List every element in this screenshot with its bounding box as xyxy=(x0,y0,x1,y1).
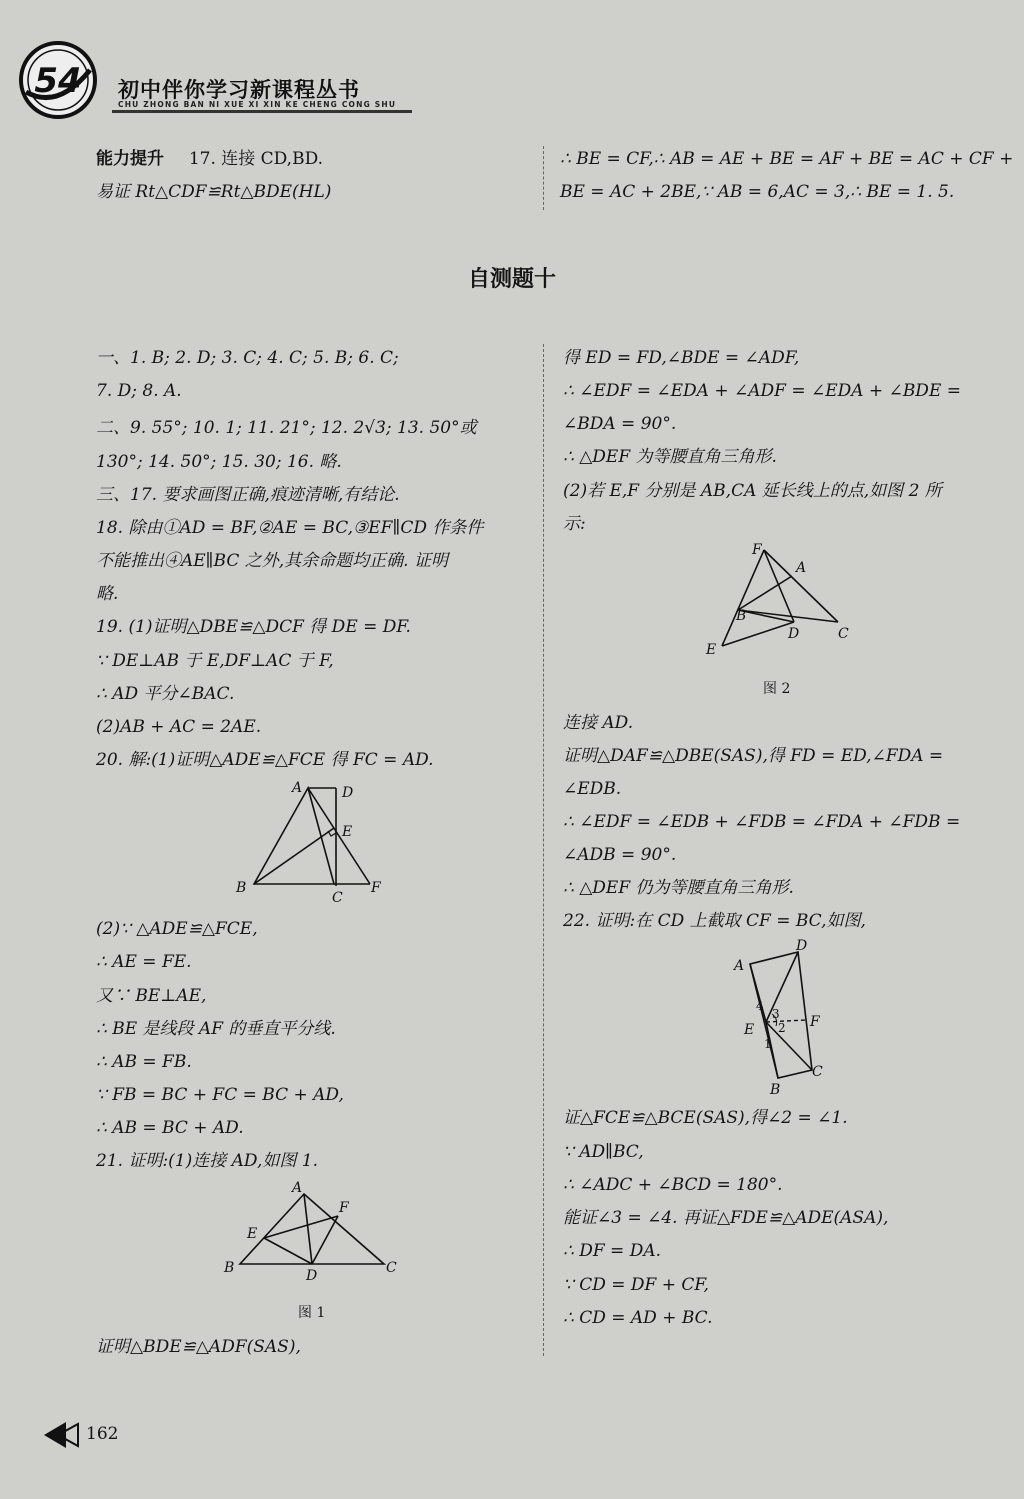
answer-line: ∴ AB = BC + AD. xyxy=(96,1118,244,1138)
label-A: A xyxy=(734,958,745,974)
answer-line: ∵ AD∥BC, xyxy=(563,1142,644,1162)
answer-line: 证△FCE≌△BCE(SAS),得∠2 = ∠1. xyxy=(563,1108,848,1128)
answer-line: 22. 证明:在 CD 上截取 CF = BC,如图, xyxy=(563,911,866,931)
page-number: 162 xyxy=(86,1424,119,1444)
answer-line: ∵ FB = BC + FC = BC + AD, xyxy=(96,1085,344,1105)
label-F: F xyxy=(752,542,762,558)
answer-line: (2)若 E,F 分别是 AB,CA 延长线上的点,如图 2 所 xyxy=(563,481,942,501)
figure-2-svg xyxy=(700,538,860,660)
label-C: C xyxy=(332,890,343,906)
section-title: 自测题十 xyxy=(467,267,556,292)
label-C: C xyxy=(838,626,849,642)
label-D: D xyxy=(306,1268,318,1280)
answer-line: 20. 解:(1)证明△ADE≌△FCE 得 FC = AD. xyxy=(96,750,434,770)
answer-line: ∴ △DEF 为等腰直角三角形. xyxy=(563,447,777,467)
label-D: D xyxy=(796,938,808,954)
label-E: E xyxy=(342,824,353,840)
label-angle-1: 1 xyxy=(764,1037,772,1051)
figure-1-svg xyxy=(220,1176,410,1280)
label-C: C xyxy=(386,1260,397,1276)
answer-line: 略. xyxy=(96,584,119,604)
figure-2 xyxy=(700,538,860,664)
answer-line: 示: xyxy=(563,514,586,534)
answer-line: 21. 证明:(1)连接 AD,如图 1. xyxy=(96,1151,318,1171)
label-angle-2: 2 xyxy=(778,1021,786,1035)
answer-line: ∴ ∠ADC + ∠BCD = 180°. xyxy=(563,1175,783,1195)
answer-line: ∴ ∠EDF = ∠EDB + ∠FDB = ∠FDA + ∠FDB = xyxy=(563,812,961,832)
answer-line: 130°; 14. 50°; 15. 30; 16. 略. xyxy=(96,452,342,472)
answer-line: ∴ DF = DA. xyxy=(563,1241,662,1261)
answer-line: ∵ DE⊥AB 于 E,DF⊥AC 于 F, xyxy=(96,651,334,671)
figure-q22-svg xyxy=(726,936,836,1096)
label-B: B xyxy=(736,608,747,624)
logo-number: 54 xyxy=(34,61,82,101)
top-right-line-1: ∴ BE = CF,∴ AB = AE + BE = AF + BE = AC + CF + xyxy=(560,149,1014,169)
figure-1-caption: 图 1 xyxy=(298,1305,326,1321)
answer-line: (2)∵ △ADE≌△FCE, xyxy=(96,919,258,939)
answer-line: 三、17. 要求画图正确,痕迹清晰,有结论. xyxy=(96,485,400,505)
answer-line: 连接 AD. xyxy=(563,713,634,733)
figure-q20-svg xyxy=(230,776,390,908)
answer-line: 得 ED = FD,∠BDE = ∠ADF, xyxy=(563,348,800,368)
top-left-line-1 xyxy=(96,148,323,170)
label-F: F xyxy=(810,1014,820,1030)
label-C: C xyxy=(812,1064,823,1080)
figure-q22 xyxy=(726,936,836,1100)
answer-line: 不能推出④AE∥BC 之外,其余命题均正确. 证明 xyxy=(96,551,448,571)
answer-line: 二、9. 55°; 10. 1; 11. 21°; 12. 2√3; 13. 50°或 xyxy=(96,418,477,438)
answer-line: ∴ ∠EDF = ∠EDA + ∠ADF = ∠EDA + ∠BDE = xyxy=(563,381,961,401)
answer-line: 证明△DAF≌△DBE(SAS),得 FD = ED,∠FDA = xyxy=(563,746,944,766)
label-A: A xyxy=(292,780,303,796)
answer-line: ∴ AD 平分∠BAC. xyxy=(96,684,235,704)
top-column-divider xyxy=(543,146,544,210)
label-E: E xyxy=(744,1022,755,1038)
label-E: E xyxy=(247,1226,258,1242)
answer-line: 7. D; 8. A. xyxy=(96,381,182,401)
answer-line: 一、1. B; 2. D; 3. C; 4. C; 5. B; 6. C; xyxy=(96,348,399,368)
top-left-line-2: 易证 Rt△CDF≌Rt△BDE(HL) xyxy=(96,182,332,202)
series-title: 初中伴你学习新课程丛书 xyxy=(118,78,360,102)
answer-line: ∴ △DEF 仍为等腰直角三角形. xyxy=(563,878,794,898)
answer-line: ∴ AB = FB. xyxy=(96,1052,192,1072)
answer-line: ∴ CD = AD + BC. xyxy=(563,1308,713,1328)
label-B: B xyxy=(236,880,247,896)
answer-line: 又∵ BE⊥AE, xyxy=(96,986,207,1006)
header xyxy=(18,40,398,120)
answer-line: ∴ AE = FE. xyxy=(96,952,192,972)
label-E: E xyxy=(706,642,717,658)
label-B: B xyxy=(224,1260,235,1276)
label-D: D xyxy=(342,785,354,801)
page-arrow-icon xyxy=(42,1420,82,1450)
answer-line: 证明△BDE≌△ADF(SAS), xyxy=(96,1337,301,1357)
answer-line: (2)AB + AC = 2AE. xyxy=(96,717,262,737)
label-A: A xyxy=(292,1180,303,1196)
series-pinyin: CHU ZHONG BAN NI XUE XI XIN KE CHENG CONG SHU xyxy=(118,100,397,109)
main-column-divider xyxy=(543,344,544,1356)
series-logo-icon xyxy=(18,40,98,120)
label-D: D xyxy=(788,626,800,642)
label-F: F xyxy=(339,1200,349,1216)
label-angle-4: 4 xyxy=(756,999,764,1013)
top-right-line-2: BE = AC + 2BE,∵ AB = 6,AC = 3,∴ BE = 1. 5. xyxy=(560,182,955,202)
answer-line: 18. 除由①AD = BF,②AE = BC,③EF∥CD 作条件 xyxy=(96,518,484,538)
label-angle-3: 3 xyxy=(772,1007,780,1021)
figure-q20 xyxy=(230,776,390,912)
answer-line: 19. (1)证明△DBE≌△DCF 得 DE = DF. xyxy=(96,617,411,637)
figure-2-caption: 图 2 xyxy=(763,681,791,697)
figure-1 xyxy=(220,1176,410,1284)
ability-heading: 能力提升 xyxy=(96,149,164,169)
answer-line: 能证∠3 = ∠4. 再证△FDE≌△ADE(ASA), xyxy=(563,1208,889,1228)
label-F: F xyxy=(371,880,381,896)
answer-line: ∴ BE 是线段 AF 的垂直平分线. xyxy=(96,1019,336,1039)
header-rule xyxy=(112,110,412,113)
answer-line: ∠ADB = 90°. xyxy=(563,845,677,865)
answer-line: ∠EDB. xyxy=(563,779,622,799)
label-A: A xyxy=(796,560,807,576)
answer-line: ∠BDA = 90°. xyxy=(563,414,677,434)
label-B: B xyxy=(770,1082,781,1096)
q17-text: 17. 连接 CD,BD. xyxy=(188,149,324,169)
answer-line: ∵ CD = DF + CF, xyxy=(563,1275,709,1295)
